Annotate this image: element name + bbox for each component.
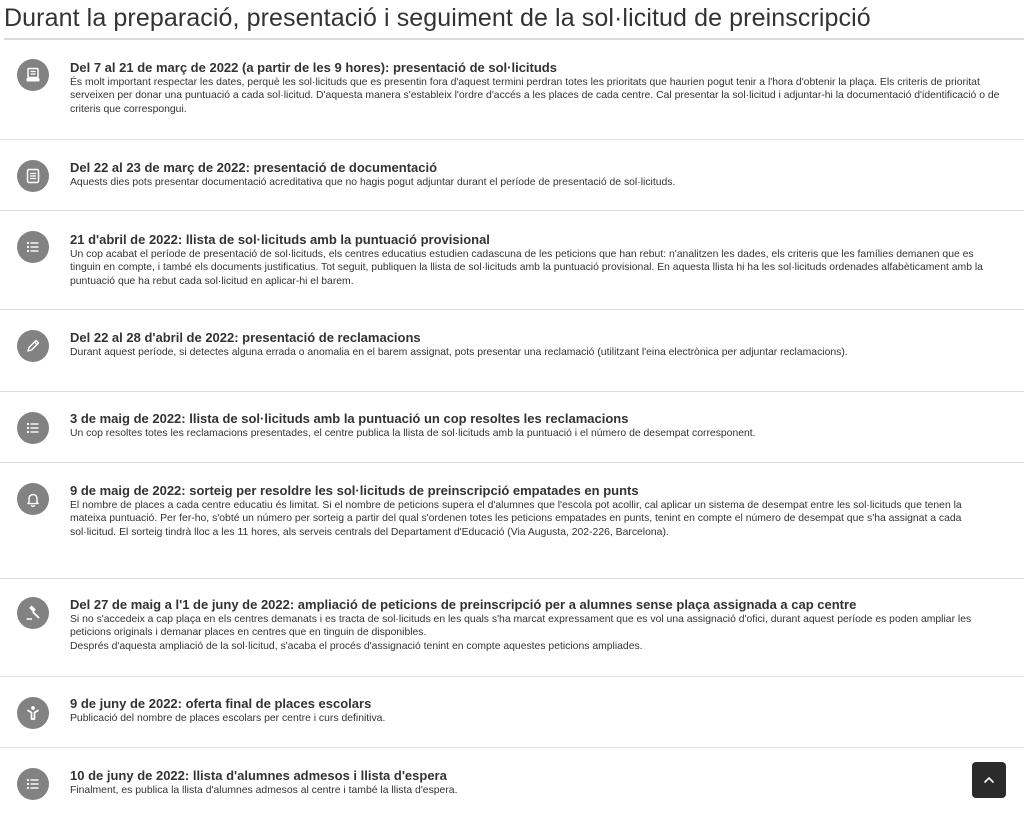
timeline-list	[0, 40, 1024, 818]
pencil-icon	[17, 330, 49, 362]
page-title: Durant la preparació, presentació i seguiment de la sol·licitud de preinscripció	[4, 4, 871, 32]
timeline-item	[0, 463, 1024, 579]
item-title: Del 22 al 28 d'abril de 2022: presentació de reclamacions	[70, 330, 421, 345]
chevron-up-icon	[982, 773, 996, 787]
item-title: 21 d'abril de 2022: llista de sol·licituds amb la puntuació provisional	[70, 232, 490, 247]
item-description: És molt important respectar les dates, perquè les sol·licituds que es presentin fora d'aquest termini perdran totes les prioritats que haurien pogut tenir a l'hora d'obtenir la plaça. Els criteris de prioritat serveixen per donar una puntuació a cada sol·licitud. D'aquesta manera s'estableix l'ordre d'accés a les places de cada centre. Cal presentar la sol·licitud i adjuntar-hi la documentació d'identificació o de criteris que correspongui.	[70, 77, 1000, 115]
item-title: Del 22 al 23 de març de 2022: presentació de documentació	[70, 160, 438, 175]
item-title: Del 7 al 21 de març de 2022 (a partir de les 9 hores): presentació de sol·licituds	[70, 60, 557, 75]
item-description: Si no s'accedeix a cap plaça en els centres demanats i es tracta de sol·licituds en les quals s'ha marcat expressament que es vol una assignació d'ofici, durant aquest període es poden ampliar les peticions originals i demanar places en centres que en tinguin de disponibles.	[70, 614, 972, 639]
item-title: 9 de maig de 2022: sorteig per resoldre les sol·licituds de preinscripció empatades en punts	[70, 483, 639, 498]
item-description: Un cop acabat el període de presentació de sol·licituds, els centres educatius estudien cadascuna de les peticions que han rebut: n'analitzen les dades, els criteris que les famílies demanen que es tinguin en compte, i també els documents justificatius. Tot seguit, publiquen la llista de sol·licituds amb la puntuació provisional. En aquesta llista hi ha les sol·licituds ordenades alfabèticament amb la puntuació que ha rebut cada sol·licitud en aplicar-hi el barem.	[70, 249, 983, 287]
item-description: Publicació del nombre de places escolars per centre i curs definitiva.	[70, 713, 386, 724]
document-icon	[17, 160, 49, 192]
item-title: 3 de maig de 2022: llista de sol·licituds amb la puntuació un cop resoltes les reclamacions	[70, 411, 629, 426]
item-title: 9 de juny de 2022: oferta final de places escolars	[70, 696, 372, 711]
item-description: Després d'aquesta ampliació de la sol·licitud, s'acaba el procés d'assignació tenint en compte aquestes peticions ampliades.	[70, 640, 643, 652]
list-icon	[17, 231, 49, 263]
item-description: Un cop resoltes totes les reclamacions presentades, el centre publica la llista de sol·licituds amb la puntuació i el número de desempat corresponent.	[70, 428, 756, 439]
timeline-item	[0, 310, 1024, 392]
scroll-to-top-button[interactable]	[972, 762, 1006, 798]
timeline-item	[0, 40, 1024, 140]
timeline-item	[0, 748, 1024, 818]
timeline-item	[0, 211, 1024, 310]
item-description: Durant aquest període, si detectes alguna errada o anomalia en el barem assignat, pots presentar una reclamació (utilitzant l'eina electrònica per adjuntar reclamacions).	[70, 347, 848, 358]
list-icon	[17, 412, 49, 444]
timeline-item	[0, 392, 1024, 463]
timeline-item	[0, 677, 1024, 748]
item-description: Aquests dies pots presentar documentació acreditativa que no hagis pogut adjuntar durant el període de presentació de sol·licituds.	[70, 177, 676, 188]
item-description: Finalment, es publica la llista d'alumnes admesos al centre i també la llista d'espera.	[70, 785, 458, 796]
child-icon	[17, 697, 49, 729]
form-icon	[17, 59, 49, 91]
timeline-item	[0, 579, 1024, 677]
item-description: El nombre de places a cada centre educatiu és limitat. Si el nombre de peticions supera el d'alumnes que l'escola pot acollir, cal aplicar un sistema de desempat entre les sol·licituds que tenen la mateixa puntuació. Per fer-ho, s'obté un número per sorteig a partir del qual s'ordenen totes les peticions empatades en punts, tenint en compte el número de desempat que s'ha assignat a cada sol·licitud. El sorteig tindrà lloc a les 11 hores, als serveis centrals del Departament d'Educació (Via Augusta, 202-226, Barcelona).	[70, 500, 962, 538]
bell-icon	[17, 483, 49, 515]
item-title: 10 de juny de 2022: llista d'alumnes admesos i llista d'espera	[70, 768, 447, 783]
gavel-icon	[17, 597, 49, 629]
timeline-item	[0, 140, 1024, 211]
item-title: Del 27 de maig a l'1 de juny de 2022: ampliació de peticions de preinscripció per a alumnes sense plaça assignada a cap centre	[70, 597, 857, 612]
list-icon	[17, 768, 49, 800]
